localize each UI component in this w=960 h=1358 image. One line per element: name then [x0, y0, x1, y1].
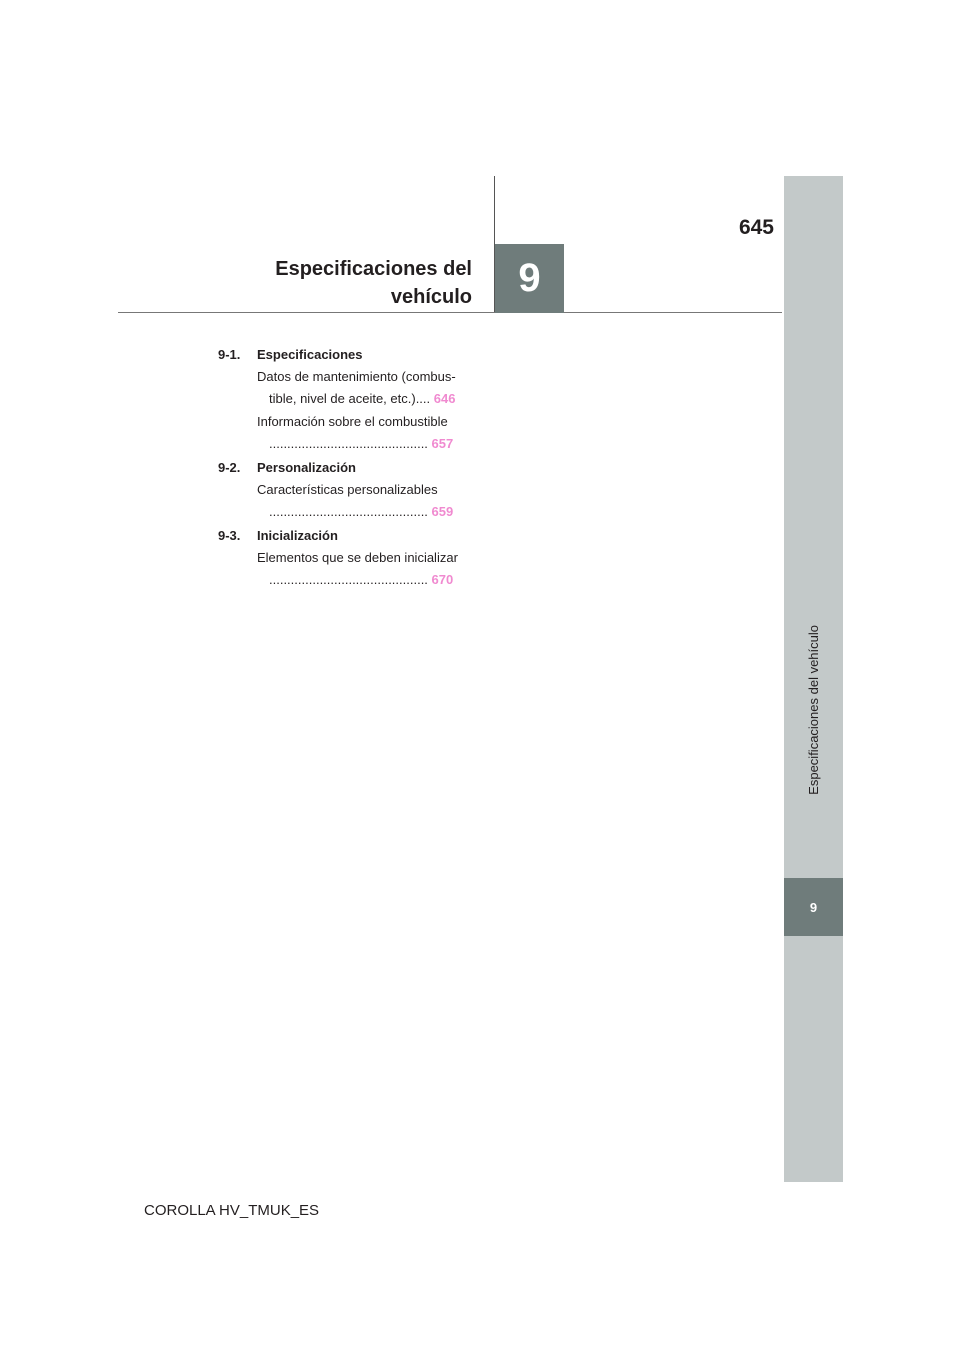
toc-entry-title: Elementos que se deben inicializar	[257, 550, 458, 565]
toc-entry-title: Datos de mantenimiento (combus-	[257, 369, 456, 384]
side-tab-label	[784, 560, 843, 860]
toc-page-link[interactable]: 670	[431, 572, 454, 587]
table-of-contents	[218, 343, 468, 591]
toc-entry-leader: ............................................	[269, 572, 428, 587]
toc-entry-title: Información sobre el combustible	[257, 414, 448, 429]
header-horizontal-rule	[118, 312, 782, 313]
toc-entry-continuation	[257, 501, 468, 523]
toc-entry-leader: ............................................	[269, 436, 428, 451]
toc-section-title: Inicialización	[257, 527, 338, 543]
side-tab-label-text: Especificaciones del vehículo	[806, 625, 821, 795]
toc-section-number: 9-1.	[218, 346, 241, 362]
toc-section-heading[interactable]	[218, 343, 468, 365]
chapter-title-line2: vehículo	[390, 286, 472, 308]
chapter-title-line1: Especificaciones del	[275, 258, 472, 280]
toc-entry-continuation	[257, 433, 468, 455]
toc-entry[interactable]	[218, 547, 468, 591]
toc-entry[interactable]	[218, 411, 468, 455]
toc-page-link[interactable]: 659	[431, 504, 454, 519]
toc-section-number: 9-3.	[218, 527, 241, 543]
toc-entry[interactable]	[218, 479, 468, 523]
toc-entry-continuation	[257, 388, 468, 410]
footer-model-code: COROLLA HV_TMUK_ES	[144, 1202, 320, 1219]
chapter-title	[220, 255, 472, 311]
side-tab-active-chapter[interactable]: 9	[784, 878, 843, 936]
toc-entry[interactable]	[218, 366, 468, 410]
chapter-number-box: 9	[495, 244, 564, 313]
toc-entry-continuation	[257, 569, 468, 591]
page-number: 645	[738, 216, 774, 239]
toc-section-title: Personalización	[257, 459, 356, 475]
toc-entry-leader: tible, nivel de aceite, etc.)....	[269, 391, 431, 406]
toc-section-heading[interactable]	[218, 524, 468, 546]
toc-page-link[interactable]: 657	[431, 436, 454, 451]
toc-entry-leader: ............................................	[269, 504, 428, 519]
toc-page-link[interactable]: 646	[433, 391, 456, 406]
toc-section-heading[interactable]	[218, 456, 468, 478]
toc-section-number: 9-2.	[218, 459, 241, 475]
toc-section-title: Especificaciones	[257, 346, 363, 362]
toc-entry-title: Características personalizables	[257, 482, 438, 497]
